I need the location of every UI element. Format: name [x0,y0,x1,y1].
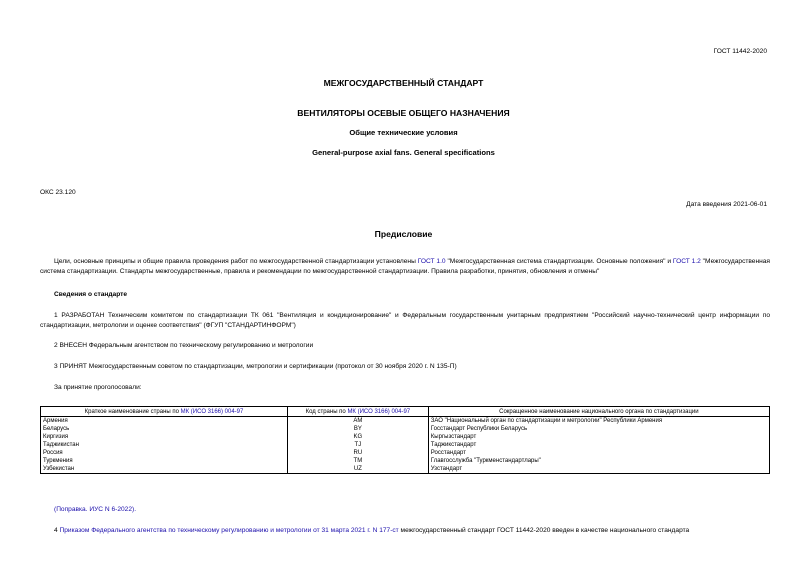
item-3-adopted: 3 ПРИНЯТ Межгосударственным советом по стандартизации, метрологии и сертификации (протокол от 30 ноября 2020 г. N 135-П) [54,363,457,370]
countries-table [40,406,770,474]
table-row [41,457,770,465]
national-body: Госстандарт Республики Беларусь [428,425,769,433]
table-row [41,417,770,426]
intro-text-a: Цели, основные принципы и общие правила проведения работ по межгосударственной стандартизации установлены [54,258,418,265]
country-code: KG [287,433,428,441]
table-row [41,465,770,474]
table-row [41,425,770,433]
table-row [41,449,770,457]
standard-info-heading: Сведения о стандарте [54,291,128,298]
col-country-text: Краткое наименование страны по [84,408,181,415]
item-1-developed: 1 РАЗРАБОТАН Техническим комитетом по стандартизации ТК 061 "Вентиляция и кондиционирование" и Федеральным государственным унитарным предприятием "Российский научно-технический центр информации по стандартизации, метрологии и оценке соответствия" (ФГУП "СТАНДАРТИНФОРМ") [40,312,770,329]
voted-label: За принятие проголосовали: [54,384,142,391]
national-body: Таджикстандарт [428,441,769,449]
table-row [41,441,770,449]
mk-iso-link[interactable]: МК (ИСО 3166) 004-97 [180,408,244,415]
document-title: ВЕНТИЛЯТОРЫ ОСЕВЫЕ ОБЩЕГО НАЗНАЧЕНИЯ [297,108,510,118]
preface-intro [40,257,770,276]
country-code: TJ [287,441,428,449]
oks-code: ОКС 23.120 [40,189,76,196]
country-name: Узбекистан [41,465,288,474]
table-header-row [41,407,770,417]
item-4-text: межгосударственный стандарт ГОСТ 11442-2020 введен в качестве национального стандарта [398,527,690,534]
country-code: BY [287,425,428,433]
order-link[interactable]: Приказом Федерального агентства по техническому регулированию и метрологии от 31 марта 2021 г. N 177-ст [59,527,399,534]
country-name: Таджикистан [41,441,288,449]
item-2-submitted: 2 ВНЕСЕН Федеральным агентством по техническому регулированию и метрологии [54,342,314,349]
country-code: UZ [287,465,428,474]
document-code: ГОСТ 11442-2020 [713,48,767,55]
english-title: General-purpose axial fans. General specifications [312,148,495,157]
col-code-text: Код страны по [305,408,348,415]
national-body: Главгосслужба "Туркменстандартлары" [428,457,769,465]
standard-type: МЕЖГОСУДАРСТВЕННЫЙ СТАНДАРТ [323,78,484,88]
amendment-link[interactable]: (Поправка. ИУС N 6-2022). [54,506,137,513]
mk-iso-link[interactable]: МК (ИСО 3166) 004-97 [347,408,411,415]
col-body-header: Сокращенное наименование национального органа по стандартизации [428,407,769,417]
intro-text-c: "Межгосударственная система стандартизации. Стандарты межгосударственные, правила и рекомендации по межгосударственной стандартизации. Правила разработки, принятия, обновления и отмены" [40,258,770,275]
item-4-number: 4 [54,527,60,534]
col-country-header [41,407,288,417]
preface-heading: Предисловие [374,229,433,239]
gost-1-2-link[interactable]: ГОСТ 1.2 [672,258,701,265]
item-4-enacted [54,526,689,535]
national-body: ЗАО "Национальный орган по стандартизации и метрологии" Республики Армения [428,417,769,426]
national-body: Кыргызстандарт [428,433,769,441]
country-code: RU [287,449,428,457]
table-row [41,433,770,441]
country-name: Россия [41,449,288,457]
national-body: Узстандарт [428,465,769,474]
country-name: Туркмения [41,457,288,465]
country-name: Киргизия [41,433,288,441]
intro-text-b: "Межгосударственная система стандартизации. Основные положения" и [445,258,673,265]
document-subtitle: Общие технические условия [349,128,458,137]
gost-1-0-link[interactable]: ГОСТ 1.0 [417,258,446,265]
country-name: Армения [41,417,288,426]
country-code: AM [287,417,428,426]
country-name: Беларусь [41,425,288,433]
country-code: TM [287,457,428,465]
effective-date: Дата введения 2021-06-01 [686,201,767,208]
national-body: Росстандарт [428,449,769,457]
col-code-header [287,407,428,417]
